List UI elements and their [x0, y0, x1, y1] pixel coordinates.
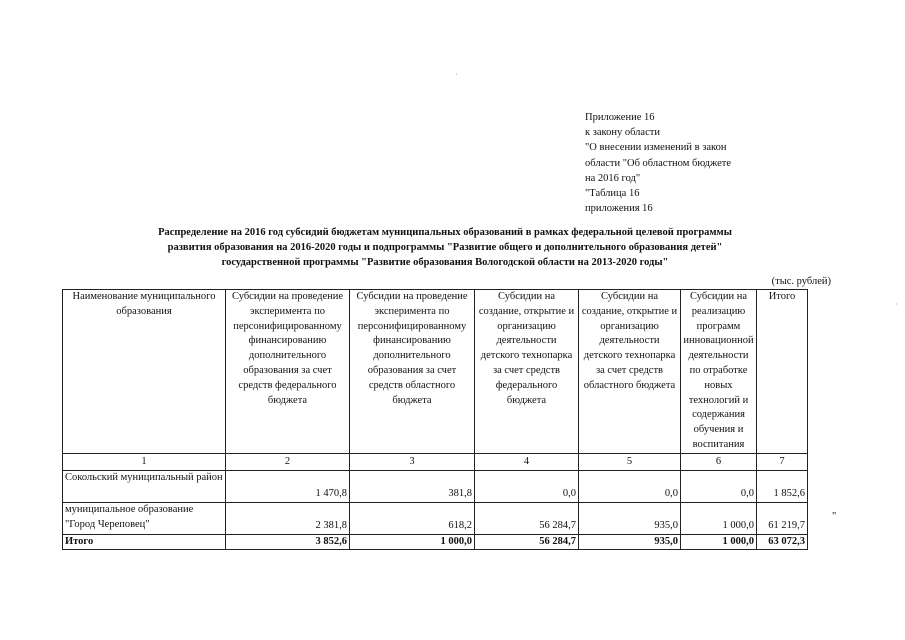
title-line: государственной программы "Развитие образования Вологодской области на 2013-2020 годы": [221, 257, 669, 268]
header-cell: Наименование муниципального образования: [63, 290, 226, 454]
value-cell: 935,0: [579, 502, 681, 534]
column-number: 1: [63, 453, 226, 470]
units-label: (тыс. рублей): [771, 276, 831, 287]
header-cell: Субсидии на проведение эксперимента по персонифицированному финансированию дополнительного образования за счет средств федерального бюджета: [226, 290, 350, 454]
table-row: [63, 502, 808, 534]
column-number: 2: [226, 453, 350, 470]
subsidy-table: [62, 289, 808, 550]
header-cell: Субсидии на создание, открытие и организацию деятельности детского технопарка за счет средств областного бюджета: [579, 290, 681, 454]
value-cell: 0,0: [579, 470, 681, 502]
appendix-line: к закону области: [585, 127, 660, 139]
header-cell: Субсидии на проведение эксперимента по персонифицированному финансированию дополнительного образования за счет средств областного бюджета: [350, 290, 475, 454]
appendix-line: на 2016 год": [585, 172, 641, 184]
appendix-reference: [585, 110, 731, 216]
table-header-row: [63, 290, 808, 454]
value-cell: 381,8: [350, 470, 475, 502]
document-title: [60, 225, 830, 270]
value-cell: 1 470,8: [226, 470, 350, 502]
row-total-cell: 1 852,6: [757, 470, 808, 502]
title-line: развития образования на 2016-2020 годы и подпрограммы "Развитие общего и дополнительного образования детей": [167, 242, 723, 253]
appendix-line: "О внесении изменений в закон: [585, 142, 727, 154]
appendix-line: "Таблица 16: [585, 188, 640, 200]
column-number: 5: [579, 453, 681, 470]
municipality-name: Сокольский муниципальный район: [63, 470, 226, 502]
header-cell: Итого: [757, 290, 808, 454]
value-cell: 618,2: [350, 502, 475, 534]
closing-quote: ": [832, 511, 837, 522]
total-value-cell: 935,0: [579, 534, 681, 549]
total-value-cell: 1 000,0: [350, 534, 475, 549]
table-row: [63, 470, 808, 502]
value-cell: 56 284,7: [475, 502, 579, 534]
header-cell: Субсидии на реализацию программ инновационной деятельности по отработке новых технологий и содержания обучения и воспитания: [681, 290, 757, 454]
scan-speck: ·: [455, 70, 458, 79]
appendix-line: Приложение 16: [585, 112, 655, 123]
column-number: 4: [475, 453, 579, 470]
total-label: Итого: [63, 534, 226, 549]
total-value-cell: 56 284,7: [475, 534, 579, 549]
grand-total-cell: 63 072,3: [757, 534, 808, 549]
appendix-line: области "Об областном бюджете: [585, 157, 732, 169]
row-total-cell: 61 219,7: [757, 502, 808, 534]
scan-speck: ·: [895, 300, 898, 309]
total-value-cell: 3 852,6: [226, 534, 350, 549]
value-cell: 1 000,0: [681, 502, 757, 534]
value-cell: 0,0: [475, 470, 579, 502]
total-value-cell: 1 000,0: [681, 534, 757, 549]
value-cell: 2 381,8: [226, 502, 350, 534]
municipality-name: муниципальное образование "Город Череповец": [63, 502, 226, 534]
appendix-line: приложения 16: [585, 203, 653, 215]
column-number: 6: [681, 453, 757, 470]
value-cell: 0,0: [681, 470, 757, 502]
column-number: 7: [757, 453, 808, 470]
header-cell: Субсидии на создание, открытие и организацию деятельности детского технопарка за счет средств федерального бюджета: [475, 290, 579, 454]
total-row: [63, 534, 808, 549]
title-line: Распределение на 2016 год субсидий бюджетам муниципальных образований в рамках федеральной целевой программы: [158, 227, 732, 238]
column-number: 3: [350, 453, 475, 470]
column-number-row: [63, 453, 808, 470]
